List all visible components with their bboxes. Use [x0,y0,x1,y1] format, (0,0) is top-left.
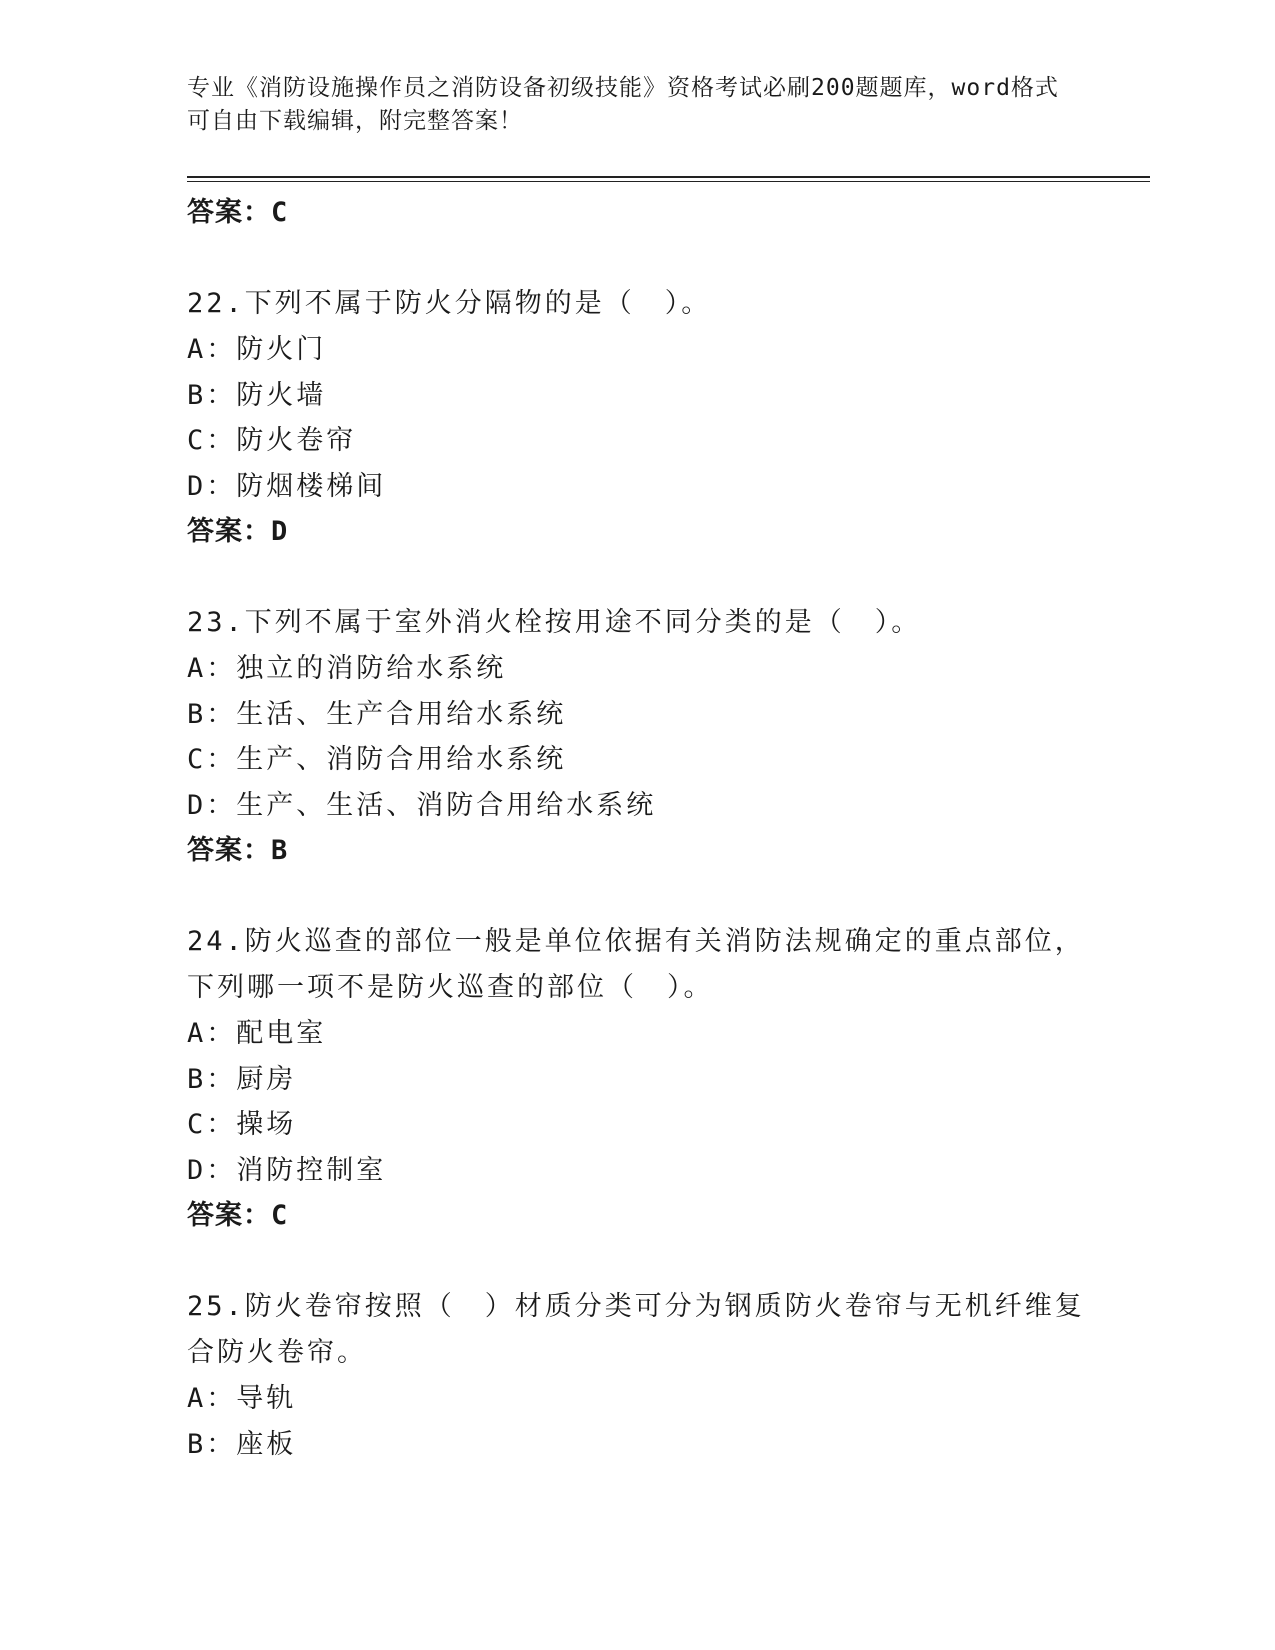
question-25 [187,1284,1087,1467]
option-c: C：生产、消防合用给水系统 [187,744,567,775]
option-d: D：生产、生活、消防合用给水系统 [187,789,657,821]
option-b: B：生活、生产合用给水系统 [187,698,567,730]
option-a: A：防火门 [187,334,327,365]
option-b: B：防火墙 [187,379,327,411]
option-b: B：厨房 [187,1063,297,1095]
header-divider [187,176,1150,178]
option-a: A：独立的消防给水系统 [187,653,507,684]
question-stem: 25.防火卷帘按照（ ）材质分类可分为钢质防火卷帘与无机纤维复合防火卷帘。 [187,1291,1085,1368]
question-24 [187,919,1087,1239]
option-d: D：消防控制室 [187,1154,387,1186]
option-c: C：防火卷帘 [187,425,357,456]
question-stem: 24.防火巡查的部位一般是单位依据有关消防法规确定的重点部位，下列哪一项不是防火巡查的部位（ ）。 [187,926,1085,1003]
option-b: B：座板 [187,1428,297,1460]
option-a: A：导轨 [187,1383,297,1414]
document-header: 专业《消防设施操作员之消防设备初级技能》资格考试必刷200题题库，word格式可自由下载编辑，附完整答案！ [187,75,1059,134]
question-22 [187,281,1087,555]
header-divider-thin [187,181,1150,182]
answer-line: 答案：D [187,516,289,547]
question-stem: 23.下列不属于室外消火栓按用途不同分类的是（ ）。 [187,607,922,638]
question-23 [187,600,1087,874]
answer-line: 答案：C [187,1200,289,1231]
document-body [187,190,1087,1467]
answer-line: 答案：C [187,197,289,228]
answer-line: 答案：B [187,835,289,866]
question-stem: 22.下列不属于防火分隔物的是（ ）。 [187,288,712,319]
option-c: C：操场 [187,1109,297,1140]
option-a: A：配电室 [187,1018,327,1049]
option-d: D：防烟楼梯间 [187,470,387,502]
